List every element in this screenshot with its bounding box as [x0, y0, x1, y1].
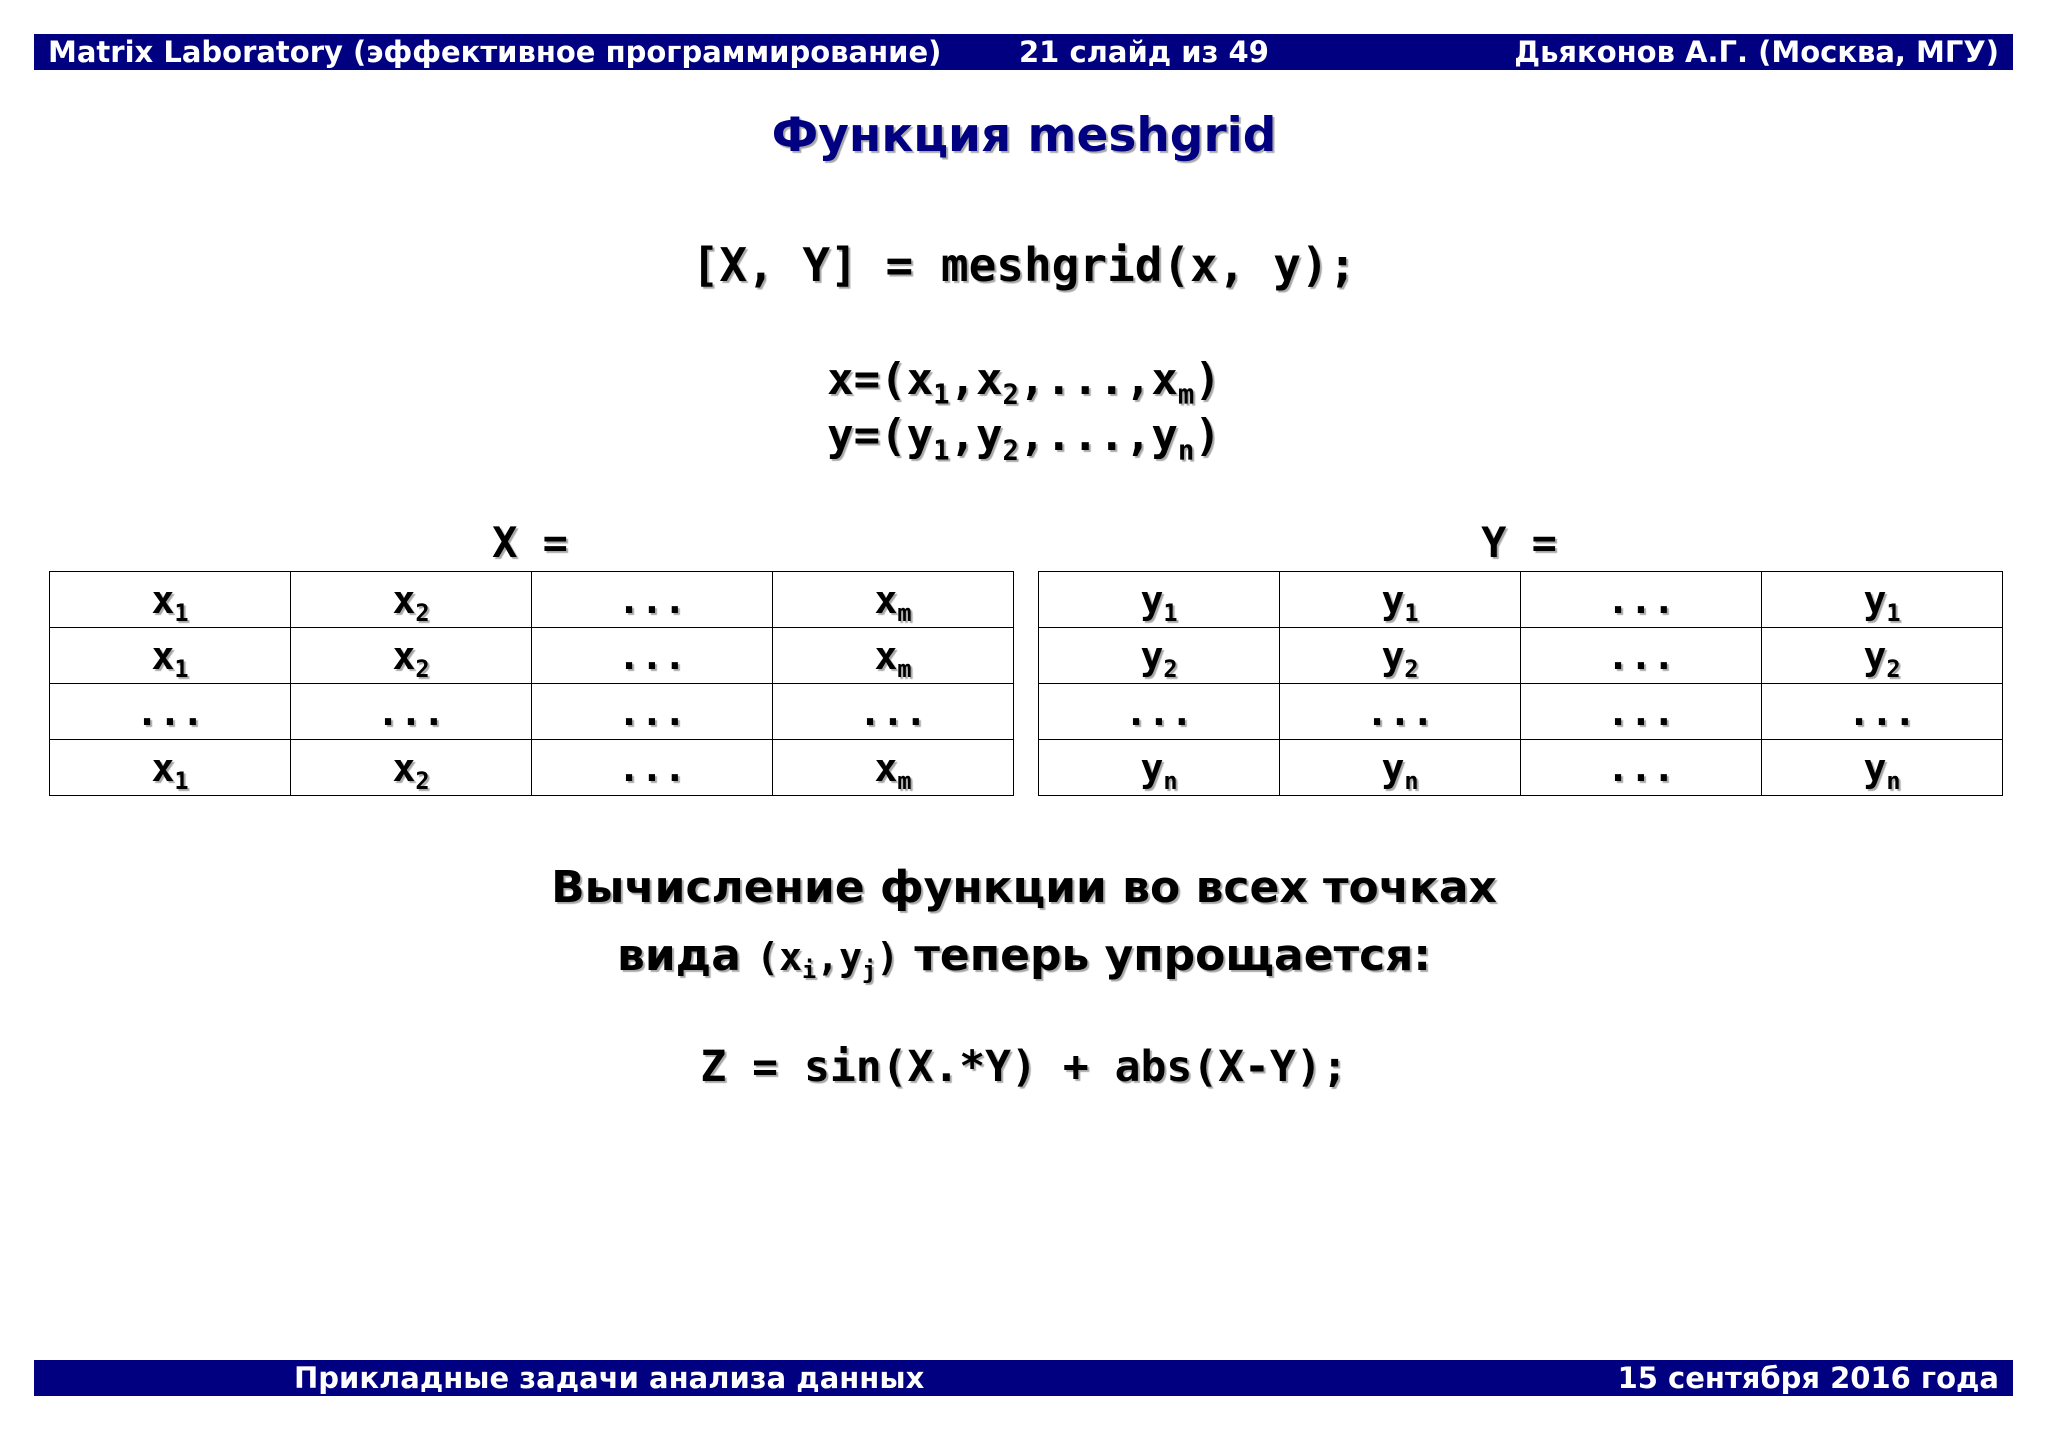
- matrix-cell: ...: [1039, 684, 1280, 740]
- matrix-cell: $x_m$: [773, 628, 1014, 684]
- matrix-cell: $y_2$: [1280, 628, 1521, 684]
- slide-title: Функция meshgrid: [771, 108, 1277, 163]
- matrix-cell: $x_m$: [773, 572, 1014, 628]
- header-course-title: Matrix Laboratory (эффективное программирование): [48, 35, 942, 69]
- matrix-row: [50, 572, 1014, 628]
- x-vector-definition: $x=(x_1,x_2,...,x_m)$: [827, 354, 1221, 411]
- matrix-cell: ...: [532, 572, 773, 628]
- matrix-cell: ...: [532, 684, 773, 740]
- matrix-y-table: [1038, 571, 2003, 796]
- matrix-cell: ...: [291, 684, 532, 740]
- matrix-cell: $x_2$: [291, 572, 532, 628]
- matrix-cell: ...: [1521, 684, 1762, 740]
- matrix-row: [50, 684, 1014, 740]
- matrix-cell: ...: [773, 684, 1014, 740]
- point-notation: $(x_i,y_j)$: [756, 935, 900, 985]
- matrix-row: [1039, 628, 2003, 684]
- matrix-cell: $y_n$: [1039, 740, 1280, 796]
- matrix-cell: $y_n$: [1762, 740, 2003, 796]
- header-author: Дьяконов А.Г. (Москва, МГУ): [1514, 35, 1999, 69]
- matrix-cell: $y_1$: [1280, 572, 1521, 628]
- matrix-cell: ...: [50, 684, 291, 740]
- z-computation-code: Z = sin(X.*Y) + abs(X-Y);: [700, 1042, 1348, 1092]
- matrix-cell: $y_2$: [1762, 628, 2003, 684]
- footer-course-name: Прикладные задачи анализа данных: [294, 1361, 925, 1395]
- meshgrid-call-code: [X, Y] = meshgrid(x, y);: [691, 238, 1357, 292]
- footer-bar: [34, 1360, 2013, 1396]
- matrix-x-label: X =: [492, 518, 568, 567]
- matrix-x-table: [49, 571, 1014, 796]
- matrix-cell: ...: [532, 628, 773, 684]
- matrix-y-label: Y =: [1481, 518, 1557, 567]
- matrix-row: [1039, 684, 2003, 740]
- matrix-row: [50, 740, 1014, 796]
- footer-date: 15 сентября 2016 года: [1617, 1361, 1999, 1395]
- header-bar: [34, 34, 2013, 70]
- matrix-cell: ...: [1521, 628, 1762, 684]
- matrix-cell: $y_1$: [1762, 572, 2003, 628]
- matrix-cell: ...: [1762, 684, 2003, 740]
- matrix-cell: $y_1$: [1039, 572, 1280, 628]
- statement-line-1: Вычисление функции во всех точках: [551, 862, 1497, 913]
- matrix-row: [50, 628, 1014, 684]
- matrix-cell: ...: [532, 740, 773, 796]
- matrix-cell: $x_1$: [50, 740, 291, 796]
- matrix-cell: $x_m$: [773, 740, 1014, 796]
- matrix-cell: $y_2$: [1039, 628, 1280, 684]
- matrix-cell: ...: [1521, 572, 1762, 628]
- statement-line-2: вида $(x_i,y_j)$ теперь упрощается:: [617, 930, 1431, 985]
- matrix-cell: ...: [1280, 684, 1521, 740]
- matrix-cell: $y_n$: [1280, 740, 1521, 796]
- matrix-row: [1039, 740, 2003, 796]
- matrix-cell: $x_2$: [291, 740, 532, 796]
- matrix-cell: ...: [1521, 740, 1762, 796]
- matrix-cell: $x_1$: [50, 572, 291, 628]
- header-slide-counter: 21 слайд из 49: [1019, 35, 1269, 69]
- matrix-cell: $x_2$: [291, 628, 532, 684]
- matrix-row: [1039, 572, 2003, 628]
- matrix-cell: $x_1$: [50, 628, 291, 684]
- y-vector-definition: $y=(y_1,y_2,...,y_n)$: [827, 410, 1221, 467]
